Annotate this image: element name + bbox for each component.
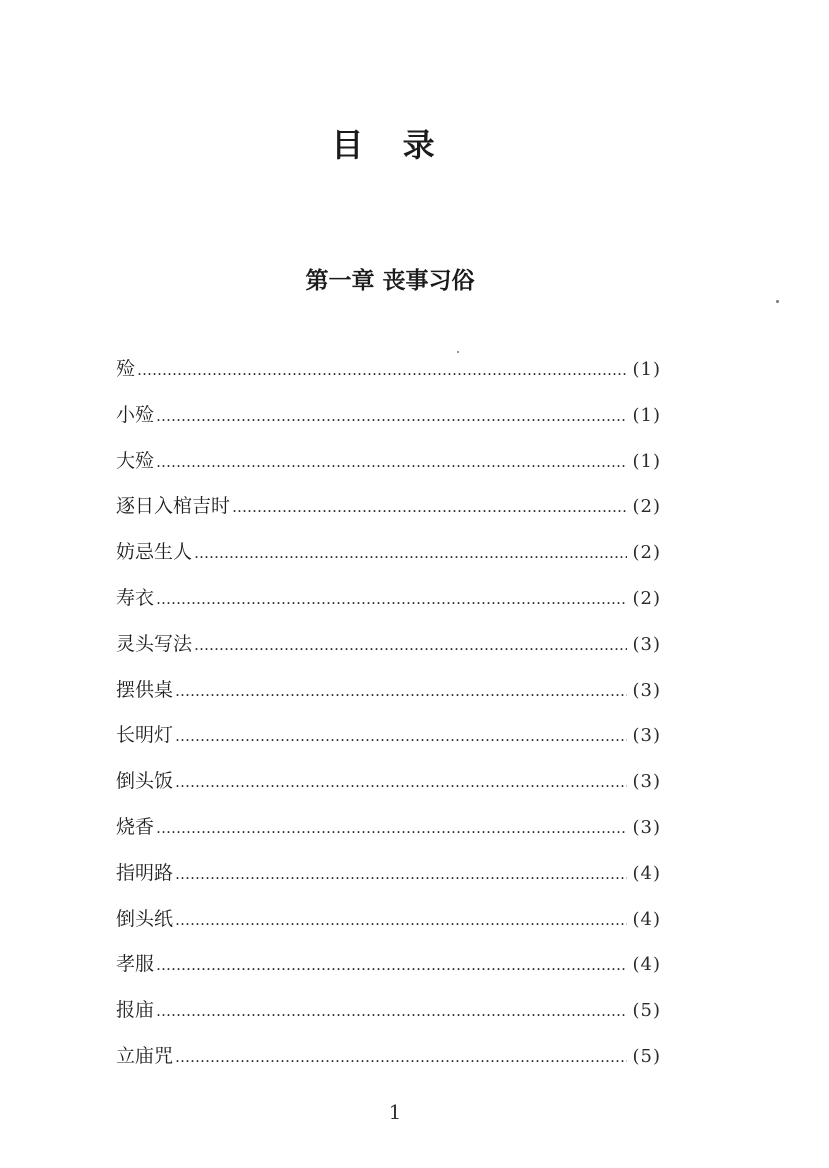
toc-entry-label: 倒头饭 — [116, 770, 174, 793]
toc-entry-label: 倒头纸 — [116, 907, 174, 930]
toc-entry-page: (1) — [632, 450, 661, 472]
toc-entry-page: (4) — [632, 954, 661, 976]
toc-entry-label: 长明灯 — [116, 724, 174, 747]
toc-leader-dots — [175, 1048, 626, 1066]
scan-speck — [776, 300, 779, 303]
toc-entry-page: (4) — [632, 908, 661, 930]
toc-entry-label: 逐日入棺吉时 — [116, 495, 231, 518]
toc-entry-page: (3) — [632, 725, 661, 747]
toc-entry — [116, 949, 661, 995]
toc-entry — [116, 766, 661, 812]
toc-leader-dots — [156, 407, 626, 425]
toc-leader-dots — [156, 590, 626, 608]
toc-entry-page: (2) — [632, 587, 661, 609]
toc-entry-page: (2) — [632, 542, 661, 564]
toc-entry-label: 报庙 — [116, 999, 155, 1022]
toc-entry-label: 大殓 — [116, 449, 155, 472]
toc-entry — [116, 446, 661, 492]
toc-entry-page: (5) — [632, 1000, 661, 1022]
toc-leader-dots — [175, 865, 626, 883]
toc-leader-dots — [156, 819, 626, 837]
toc-entry — [116, 904, 661, 950]
toc-entry-page: (4) — [632, 862, 661, 884]
toc-entry-page: (3) — [632, 633, 661, 655]
toc-entry — [116, 583, 661, 629]
toc-leader-dots — [232, 498, 626, 516]
table-of-contents — [116, 354, 661, 1087]
toc-entry — [116, 812, 661, 858]
toc-leader-dots — [137, 361, 626, 379]
toc-entry-label: 烧香 — [116, 815, 155, 838]
toc-leader-dots — [175, 682, 626, 700]
toc-entry-page: (3) — [632, 816, 661, 838]
toc-entry-label: 摆供桌 — [116, 678, 174, 701]
toc-leader-dots — [156, 453, 626, 471]
toc-entry-label: 孝服 — [116, 953, 155, 976]
toc-leader-dots — [194, 544, 626, 562]
toc-entry — [116, 629, 661, 675]
scan-speck — [457, 351, 459, 353]
toc-leader-dots — [175, 727, 626, 745]
toc-entry-label: 灵头写法 — [116, 632, 193, 655]
toc-entry-page: (1) — [632, 359, 661, 380]
toc-entry — [116, 1041, 661, 1087]
toc-leader-dots — [194, 636, 626, 654]
toc-entry — [116, 720, 661, 766]
page-number: 1 — [388, 1100, 402, 1124]
toc-entry-page: (3) — [632, 771, 661, 793]
toc-entry-label: 寿衣 — [116, 586, 155, 609]
toc-entry — [116, 675, 661, 721]
chapter-heading: 第一章 丧事习俗 — [305, 268, 475, 294]
toc-entry — [116, 354, 661, 400]
toc-entry — [116, 491, 661, 537]
toc-entry — [116, 400, 661, 446]
toc-entry-label: 小殓 — [116, 403, 155, 426]
toc-entry-label: 立庙咒 — [116, 1044, 174, 1067]
toc-leader-dots — [175, 773, 626, 791]
toc-leader-dots — [156, 956, 626, 974]
toc-entry-label: 妨忌生人 — [116, 541, 193, 564]
toc-entry-page: (5) — [632, 1045, 661, 1067]
toc-entry-label: 指明路 — [116, 861, 174, 884]
toc-entry — [116, 995, 661, 1041]
toc-entry-page: (3) — [632, 679, 661, 701]
toc-entry-page: (2) — [632, 496, 661, 518]
toc-entry — [116, 858, 661, 904]
toc-leader-dots — [175, 911, 626, 929]
toc-entry-page: (1) — [632, 404, 661, 426]
toc-entry — [116, 537, 661, 583]
toc-entry-label: 殓 — [116, 358, 136, 380]
toc-leader-dots — [156, 1002, 626, 1020]
page-title: 目 录 — [331, 126, 449, 164]
